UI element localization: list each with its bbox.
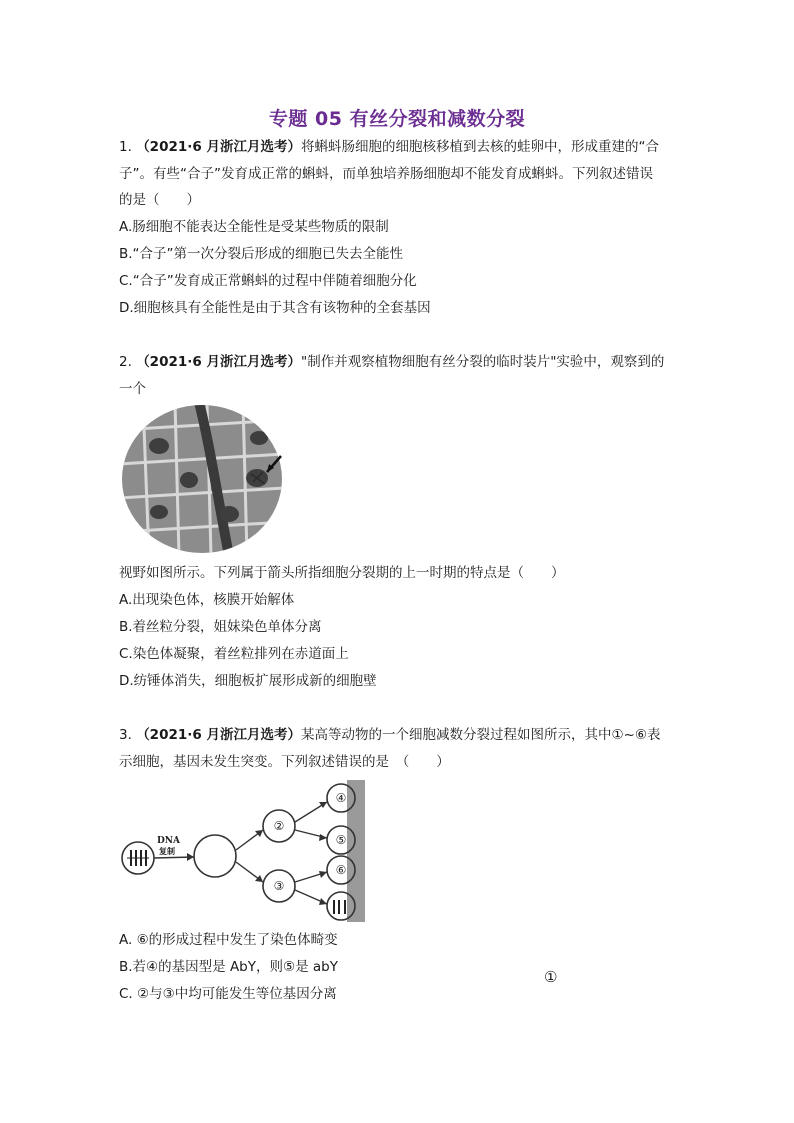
cell-6-label: ⑥ bbox=[335, 863, 347, 877]
q1-option-a: A.肠细胞不能表达全能性是受某些物质的限制 bbox=[119, 219, 389, 235]
page-title: 专题 05 有丝分裂和减数分裂 bbox=[268, 108, 526, 130]
q2-stem-line-3: 视野如图所示。下列属于箭头所指细胞分裂期的上一时期的特点是（ ） bbox=[119, 565, 565, 581]
q1-stem-line-2: 子”。有些“合子”发育成正常的蝌蚪，而单独培养肠细胞却不能发育成蝌蚪。下列叙述错误 bbox=[119, 166, 653, 182]
q3-number: 3. bbox=[119, 727, 132, 743]
q1-number: 1. bbox=[119, 139, 132, 155]
cell-2-label: ② bbox=[273, 819, 285, 833]
q1-stem-line-1 bbox=[119, 137, 659, 157]
q3-option-b: B.若④的基因型是 AbY，则⑤是 abY bbox=[119, 959, 338, 975]
q3-stem-line-2: 示细胞，基因未发生突变。下列叙述错误的是 （ ） bbox=[119, 754, 450, 770]
q2-source: （2021·6 月浙江月选考） bbox=[136, 354, 301, 370]
q1-option-c: C.“合子”发育成正常蝌蚪的过程中伴随着细胞分化 bbox=[119, 273, 417, 289]
dna-label: DNA bbox=[157, 836, 181, 846]
q2-stem-text-1: "制作并观察植物细胞有丝分裂的临时装片"实验中，观察到的 bbox=[300, 354, 665, 370]
q1-option-b: B.“合子”第一次分裂后形成的细胞已失去全能性 bbox=[119, 246, 404, 262]
q3-stem-line-1 bbox=[119, 725, 661, 745]
q2-number: 2. bbox=[119, 354, 132, 370]
cell-5-label: ⑤ bbox=[335, 833, 347, 847]
q2-stem-line-2: 一个 bbox=[119, 381, 146, 397]
q2-option-a: A.出现染色体，核膜开始解体 bbox=[119, 592, 295, 608]
q3-option-a: A. ⑥的形成过程中发生了染色体畸变 bbox=[119, 932, 338, 948]
q1-option-d: D.细胞核具有全能性是由于其含有该物种的全套基因 bbox=[119, 300, 431, 316]
q1-source: （2021·6 月浙江月选考） bbox=[136, 139, 301, 155]
q3-stem-text-1: 某高等动物的一个细胞减数分裂过程如图所示，其中①~⑥表 bbox=[300, 727, 661, 743]
q2-option-b: B.着丝粒分裂，姐妹染色单体分离 bbox=[119, 619, 322, 635]
replication-label: 复制 bbox=[159, 847, 175, 856]
meiosis-diagram bbox=[119, 780, 365, 922]
cell-4-label: ④ bbox=[335, 791, 347, 805]
micrograph-figure bbox=[119, 402, 285, 556]
q2-option-c: C.染色体凝聚，着丝粒排列在赤道面上 bbox=[119, 646, 349, 662]
q3-source: （2021·6 月浙江月选考） bbox=[136, 727, 301, 743]
q2-stem-line-1 bbox=[119, 352, 664, 372]
q1-stem-line-3: 的是（ ） bbox=[119, 192, 200, 208]
cell-3-label: ③ bbox=[273, 879, 285, 893]
q2-option-d: D.纺锤体消失，细胞板扩展形成新的细胞壁 bbox=[119, 673, 377, 689]
q3-option-c: C. ②与③中均可能发生等位基因分离 bbox=[119, 986, 337, 1002]
q1-stem-text-1: 将蝌蚪肠细胞的细胞核移植到去核的蛙卵中，形成重建的“合 bbox=[300, 139, 659, 155]
stray-circled-number: ① bbox=[544, 968, 558, 986]
